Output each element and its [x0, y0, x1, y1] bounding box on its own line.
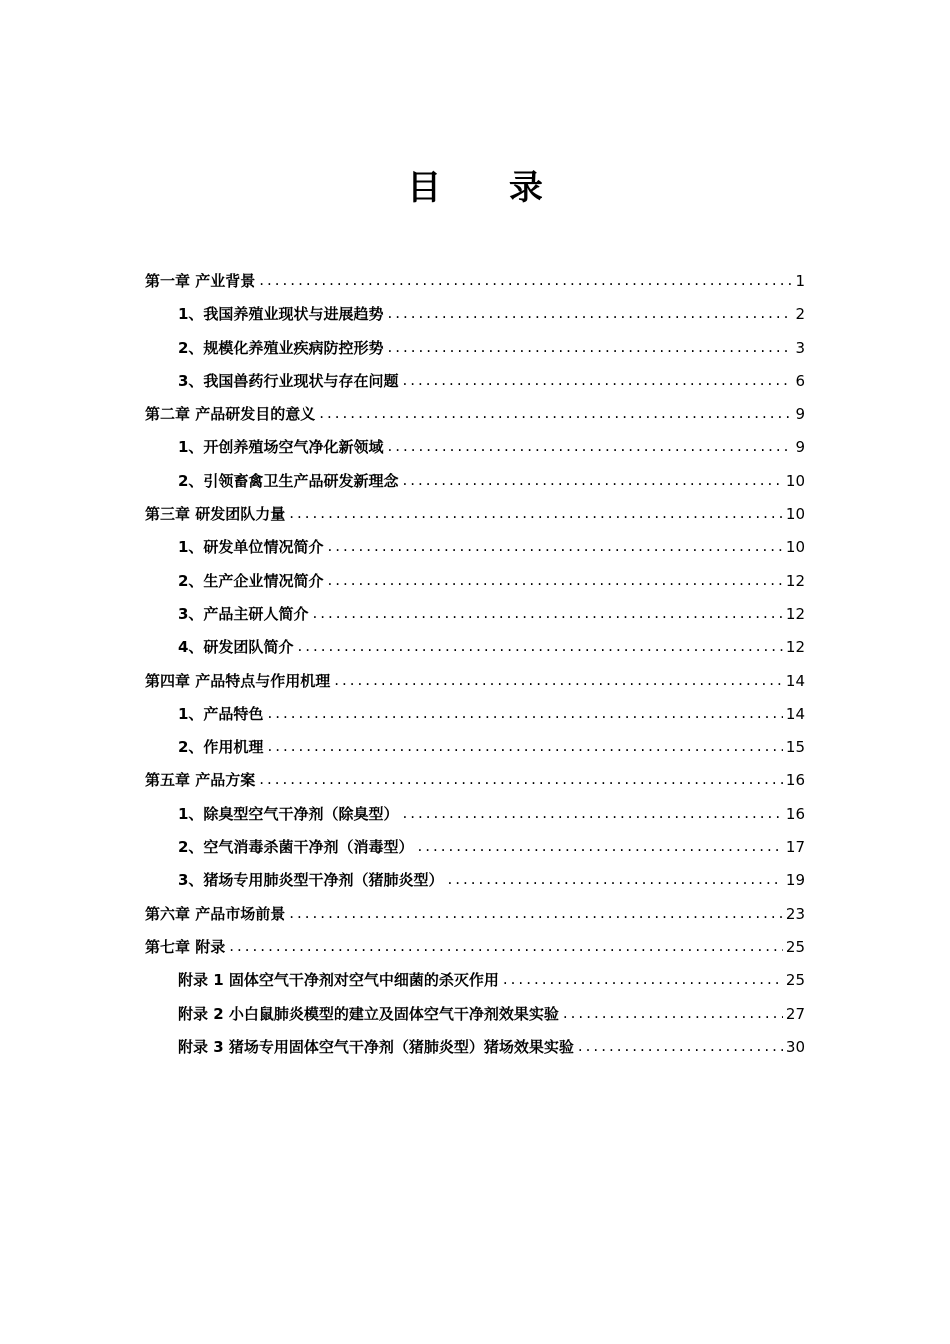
- toc-page-number: 16: [785, 771, 805, 790]
- toc-section-entry[interactable]: [145, 531, 805, 564]
- toc-dot-leader: [402, 797, 782, 830]
- toc-entry-label: 4、研发团队简介: [178, 638, 294, 657]
- toc-page-number: 10: [785, 471, 805, 490]
- toc-entry-label: 1、我国养殖业现状与进展趋势: [178, 305, 384, 324]
- toc-page-number: 9: [795, 438, 805, 457]
- toc-dot-leader: [297, 630, 782, 663]
- toc-section-entry[interactable]: [145, 365, 805, 398]
- toc-entry-label: 1、研发单位情况简介: [178, 538, 324, 557]
- toc-chapter-entry[interactable]: [145, 498, 805, 531]
- toc-section-entry[interactable]: [145, 831, 805, 864]
- toc-entry-label: 2、空气消毒杀菌干净剂（消毒型）: [178, 838, 414, 857]
- toc-section-entry[interactable]: [145, 731, 805, 764]
- toc-entry-label: 第二章 产品研发目的意义: [145, 405, 316, 424]
- toc-entry-label: 1、除臭型空气干净剂（除臭型）: [178, 804, 399, 823]
- toc-page-number: 1: [795, 272, 805, 290]
- toc-dot-leader: [312, 597, 782, 630]
- toc-dot-leader: [402, 364, 792, 397]
- toc-entry-label: 2、引领畜禽卫生产品研发新理念: [178, 471, 399, 490]
- toc-dot-leader: [387, 297, 792, 330]
- toc-dot-leader: [334, 664, 783, 697]
- toc-dot-leader: [578, 1030, 783, 1063]
- toc-section-entry[interactable]: [145, 565, 805, 598]
- toc-entry-label: 附录 3 猪场专用固体空气干净剂（猪肺炎型）猪场效果实验: [178, 1037, 574, 1056]
- toc-dot-leader: [267, 697, 782, 730]
- toc-dot-leader: [267, 730, 782, 763]
- toc-dot-leader: [289, 497, 783, 530]
- toc-chapter-entry[interactable]: [145, 931, 805, 964]
- toc-page-number: 25: [785, 937, 805, 956]
- toc-section-entry[interactable]: [145, 698, 805, 731]
- toc-chapter-entry[interactable]: [145, 898, 805, 931]
- toc-entry-label: 附录 2 小白鼠肺炎模型的建立及固体空气干净剂效果实验: [178, 1004, 559, 1023]
- toc-entry-label: 第七章 附录: [145, 937, 226, 956]
- toc-page-number: 30: [785, 1037, 805, 1056]
- toc-section-entry[interactable]: [145, 998, 805, 1031]
- toc-section-entry[interactable]: [145, 298, 805, 331]
- toc-page-number: 2: [795, 305, 805, 324]
- toc-dot-leader: [563, 997, 783, 1030]
- toc-entry-label: 附录 1 固体空气干净剂对空气中细菌的杀灭作用: [178, 971, 499, 990]
- toc-dot-leader: [229, 930, 783, 963]
- toc-section-entry[interactable]: [145, 1031, 805, 1064]
- toc-title: 目 录: [407, 168, 571, 208]
- toc-page-number: 27: [785, 1004, 805, 1023]
- toc-page-number: 9: [795, 405, 805, 424]
- toc-dot-leader: [259, 763, 783, 796]
- toc-section-entry[interactable]: [145, 964, 805, 997]
- toc-page-number: 3: [795, 338, 805, 357]
- toc-section-entry[interactable]: [145, 598, 805, 631]
- toc-entry-label: 3、我国兽药行业现状与存在问题: [178, 371, 399, 390]
- toc-dot-leader: [447, 863, 782, 896]
- toc-entry-label: 第六章 产品市场前景: [145, 904, 286, 923]
- toc-page-number: 12: [785, 571, 805, 590]
- toc-entry-label: 2、作用机理: [178, 738, 264, 757]
- toc-dot-leader: [503, 963, 783, 996]
- toc-entry-label: 第一章 产业背景: [145, 272, 256, 290]
- toc-page-number: 14: [785, 671, 805, 690]
- toc-entry-label: 1、开创养殖场空气净化新领域: [178, 438, 384, 457]
- toc-entry-label: 2、规模化养殖业疾病防控形势: [178, 338, 384, 357]
- toc-entry-label: 3、产品主研人简介: [178, 604, 309, 623]
- toc-section-entry[interactable]: [145, 864, 805, 897]
- toc-page-number: 10: [785, 505, 805, 524]
- toc-dot-leader: [319, 397, 792, 430]
- toc-entry-label: 1、产品特色: [178, 704, 264, 723]
- toc-entry-label: 3、猪场专用肺炎型干净剂（猪肺炎型）: [178, 871, 444, 890]
- toc-dot-leader: [259, 264, 792, 297]
- toc-chapter-entry[interactable]: [145, 398, 805, 431]
- toc-chapter-entry[interactable]: [145, 265, 805, 298]
- toc-dot-leader: [387, 430, 792, 463]
- toc-page-number: 14: [785, 704, 805, 723]
- toc-page-number: 16: [785, 804, 805, 823]
- toc-page-number: 12: [785, 638, 805, 657]
- toc-entry-label: 第五章 产品方案: [145, 771, 256, 790]
- toc-entry-label: 第三章 研发团队力量: [145, 505, 286, 524]
- toc-dot-leader: [289, 897, 783, 930]
- toc-dot-leader: [387, 331, 792, 364]
- toc-page-number: 17: [785, 838, 805, 857]
- toc-page-number: 6: [795, 371, 805, 390]
- toc-chapter-entry[interactable]: [145, 764, 805, 797]
- toc-section-entry[interactable]: [145, 465, 805, 498]
- table-of-contents: [145, 265, 805, 1064]
- toc-page-number: 19: [785, 871, 805, 890]
- toc-section-entry[interactable]: [145, 332, 805, 365]
- toc-dot-leader: [327, 530, 782, 563]
- toc-page-number: 25: [785, 971, 805, 990]
- toc-dot-leader: [402, 464, 782, 497]
- toc-page-number: 12: [785, 604, 805, 623]
- toc-dot-leader: [327, 564, 782, 597]
- toc-section-entry[interactable]: [145, 631, 805, 664]
- toc-entry-label: 2、生产企业情况简介: [178, 571, 324, 590]
- toc-entry-label: 第四章 产品特点与作用机理: [145, 671, 331, 690]
- toc-page-number: 10: [785, 538, 805, 557]
- toc-page-number: 15: [785, 738, 805, 757]
- toc-section-entry[interactable]: [145, 431, 805, 464]
- toc-page-number: 23: [785, 904, 805, 923]
- toc-dot-leader: [417, 830, 782, 863]
- toc-chapter-entry[interactable]: [145, 665, 805, 698]
- toc-section-entry[interactable]: [145, 798, 805, 831]
